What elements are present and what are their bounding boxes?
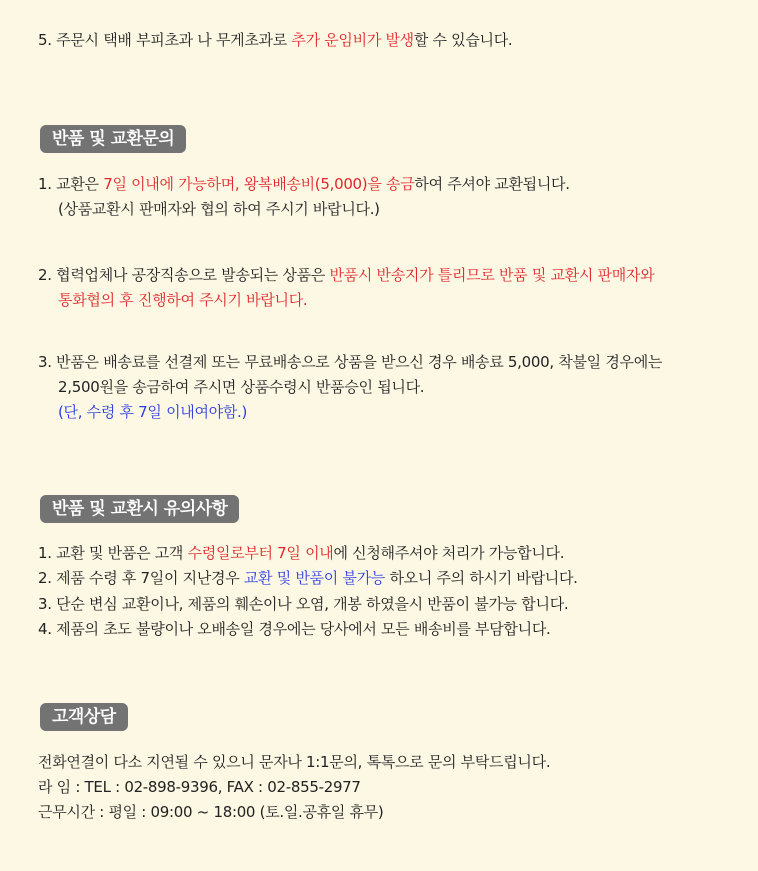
- precaution-item-1-highlight: 수령일로부터 7일 이내: [187, 544, 334, 562]
- exchange-item-1-note: (상품교환시 판매자와 협의 하여 주시기 바랍니다.): [58, 200, 380, 218]
- cs-notice: 전화연결이 다소 지연될 수 있으니 문자나 1:1문의, 톡톡으로 문의 부탁드립니다.: [38, 753, 551, 771]
- exchange-item-1-highlight: 7일 이내에 가능하며, 왕복배송비(5,000)을 송금: [103, 175, 415, 193]
- precaution-item-2: 2. 제품 수령 후 7일이 지난경우 교환 및 반품이 불가능 하오니 주의 하시기 바랍니다.: [38, 569, 578, 587]
- cs-contact-numbers: 라 임 : TEL : 02-898-9396, FAX : 02-855-2977: [38, 778, 361, 796]
- precaution-item-1: 1. 교환 및 반품은 고객 수령일로부터 7일 이내에 신청해주셔야 처리가 가능합니다.: [38, 544, 565, 562]
- surcharge-highlight: 추가 운임비가 발생: [291, 31, 414, 49]
- exchange-item-3-continued: 2,500원을 송금하여 주시면 상품수령시 반품승인 됩니다.: [58, 378, 425, 396]
- precaution-item-4: 4. 제품의 초도 불량이나 오배송일 경우에는 당사에서 모든 배송비를 부담합니다.: [38, 620, 551, 638]
- precaution-item-3: 3. 단순 변심 교환이나, 제품의 훼손이나 오염, 개봉 하였을시 반품이 불가능 합니다.: [38, 595, 569, 613]
- section-title-customer-service: 고객상담: [40, 703, 128, 731]
- precaution-item-2-highlight: 교환 및 반품이 불가능: [243, 569, 385, 587]
- exchange-item-1: 1. 교환은 7일 이내에 가능하며, 왕복배송비(5,000)을 송금하여 주셔야 교환됩니다.: [38, 175, 570, 193]
- exchange-item-2-highlight: 반품시 반송지가 틀리므로 반품 및 교환시 판매자와: [329, 266, 655, 284]
- exchange-item-2-continued: 통화협의 후 진행하여 주시기 바랍니다.: [58, 291, 308, 309]
- cs-working-hours: 근무시간 : 평일 : 09:00 ~ 18:00 (토.일.공휴일 휴무): [38, 803, 384, 821]
- section-title-exchange-inquiry: 반품 및 교환문의: [40, 125, 186, 153]
- section-title-precautions: 반품 및 교환시 유의사항: [40, 495, 239, 523]
- exchange-item-3-note: (단, 수령 후 7일 이내여야함.): [58, 403, 248, 421]
- exchange-item-3: 3. 반품은 배송료를 선결제 또는 무료배송으로 상품을 받으신 경우 배송료 5,000, 착불일 경우에는: [38, 353, 663, 371]
- shipping-surcharge-notice: 5. 주문시 택배 부피초과 나 무게초과로 추가 운임비가 발생할 수 있습니다.: [38, 31, 513, 49]
- exchange-item-2: 2. 협력업체나 공장직송으로 발송되는 상품은 반품시 반송지가 틀리므로 반품 및 교환시 판매자와: [38, 266, 655, 284]
